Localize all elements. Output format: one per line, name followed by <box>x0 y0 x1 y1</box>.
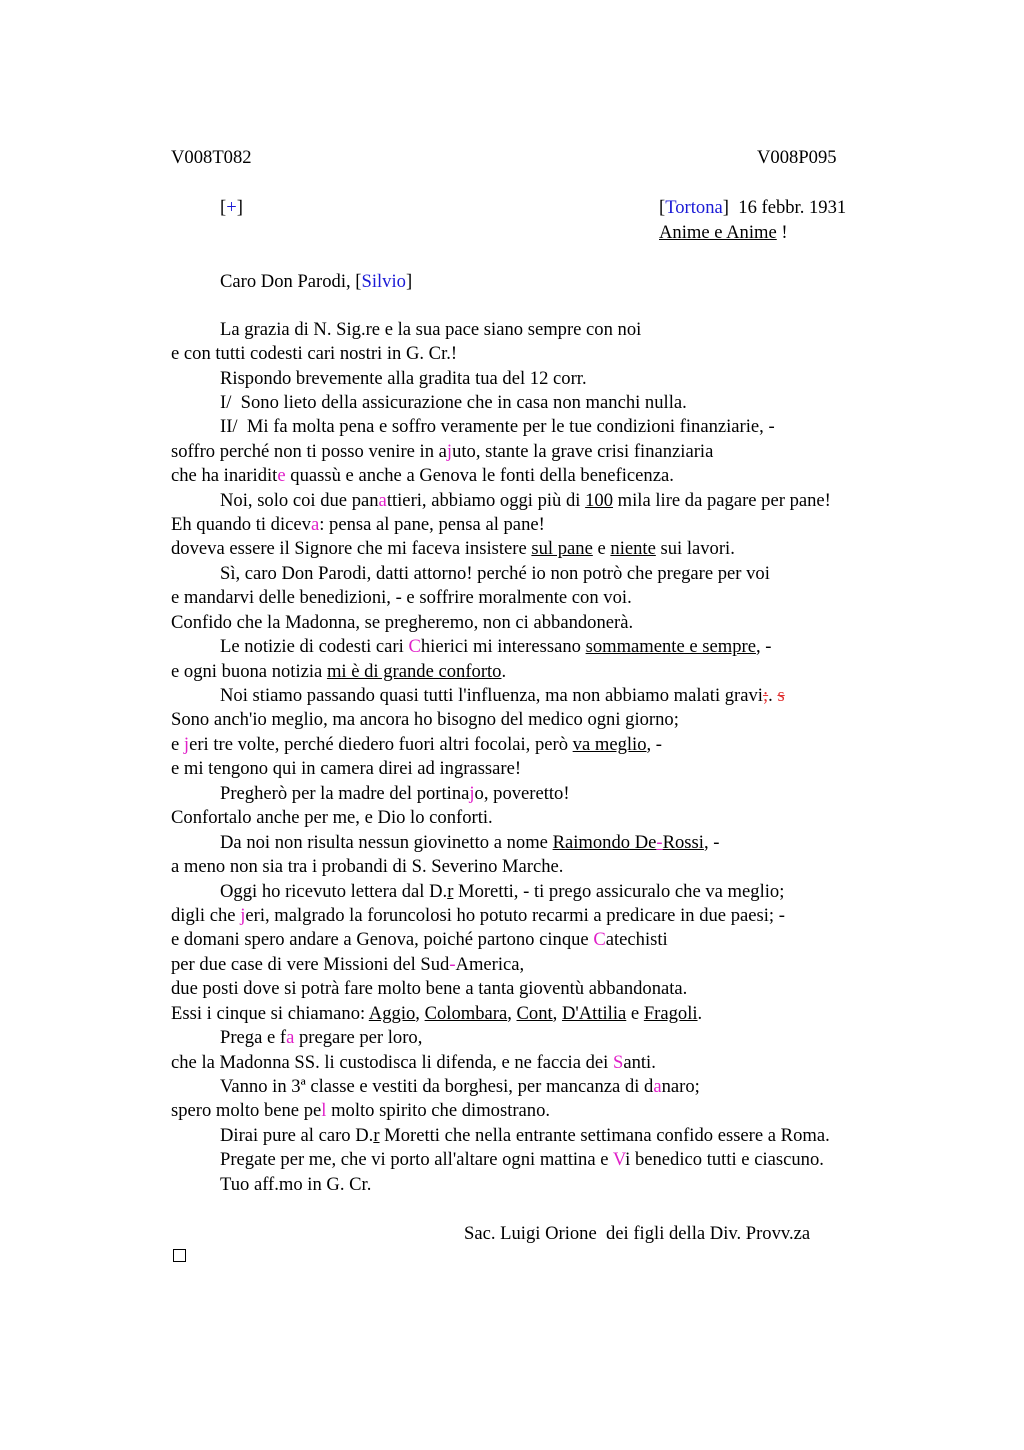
body-line: e ogni buona notizia mi è di grande conforto. <box>171 661 507 682</box>
body-line: Rispondo brevemente alla gradita tua del 12 corr. <box>220 368 587 389</box>
body-line: e mandarvi delle benedizioni, - e soffrire moralmente con voi. <box>171 587 632 608</box>
place-date: [Tortona] 16 febbr. 1931 <box>659 197 847 218</box>
body-line: digli che jeri, malgrado la foruncolosi ho potuto recarmi a predicare in due paesi; - <box>171 905 785 926</box>
document-code-left: V008T082 <box>171 147 252 168</box>
signature: Sac. Luigi Orione dei figli della Div. Provv.za <box>464 1223 811 1244</box>
body-line: La grazia di N. Sig.re e la sua pace siano sempre con noi <box>220 319 642 340</box>
name-cont: Cont <box>516 1003 553 1024</box>
body-line: I/ Sono lieto della assicurazione che in casa non manchi nulla. <box>220 392 687 413</box>
body-line: Vanno in 3ª classe e vestiti da borghesi, per mancanza di danaro; <box>220 1076 700 1097</box>
body-line: Pregherò per la madre del portinajo, poveretto! <box>220 783 570 804</box>
body-line: per due case di vere Missioni del Sud-America, <box>171 954 525 975</box>
body-line: Noi stiamo passando quasi tutti l'influenza, ma non abbiamo malati gravi;. s <box>220 685 785 706</box>
body-line: Noi, solo coi due panattieri, abbiamo oggi più di 100 mila lire da pagare per pane! <box>220 490 831 511</box>
body-line: che la Madonna SS. li custodisca li difenda, e ne faccia dei Santi. <box>171 1052 656 1073</box>
body-line: Confido che la Madonna, se pregheremo, non ci abbandonerà. <box>171 612 634 633</box>
deleted-mark: ; <box>762 685 769 706</box>
body-line: Da noi non risulta nessun giovinetto a nome Raimondo De-Rossi, - <box>220 832 720 853</box>
body-line: spero molto bene pel molto spirito che dimostrano. <box>171 1100 551 1121</box>
body-line: Oggi ho ricevuto lettera dal D.r Moretti, - ti prego assicuralo che va meglio; <box>220 881 785 902</box>
name-fragoli: Fragoli <box>643 1003 698 1024</box>
body-line: e mi tengono qui in camera direi ad ingrassare! <box>171 758 522 779</box>
body-line: Pregate per me, che vi porto all'altare ogni mattina e Vi benedico tutti e ciascuno. <box>220 1149 824 1170</box>
name-colombara: Colombara <box>424 1003 508 1024</box>
body-line: doveva essere il Signore che mi faceva insistere sul pane e niente sui lavori. <box>171 538 735 559</box>
salutation: Caro Don Parodi, [Silvio] <box>220 271 413 292</box>
name-dattilia: D'Attilia <box>561 1003 627 1024</box>
name-aggio: Aggio <box>368 1003 416 1024</box>
body-line: Le notizie di codesti cari Chierici mi interessano sommamente e sempre, - <box>220 636 772 657</box>
body-line: che ha inaridite quassù e anche a Genova le fonti della beneficenza. <box>171 465 674 486</box>
place-name: Tortona <box>665 197 723 218</box>
document-code-right: V008P095 <box>757 147 837 168</box>
body-line: due posti dove si potrà fare molto bene a tanta gioventù abbandonata. <box>171 978 688 999</box>
body-line: Sì, caro Don Parodi, datti attorno! perché io non potrò che pregare per voi <box>220 563 770 584</box>
empty-square-icon <box>173 1249 186 1262</box>
body-line: Confortalo anche per me, e Dio lo conforti. <box>171 807 493 828</box>
body-line: Dirai pure al caro D.r Moretti che nella entrante settimana confido essere a Roma. <box>220 1125 830 1146</box>
body-line: II/ Mi fa molta pena e soffro veramente per le tue condizioni finanziarie, - <box>220 416 775 437</box>
body-line: Eh quando ti diceva: pensa al pane, pensa al pane! <box>171 514 545 535</box>
cross-symbol: + <box>226 197 237 218</box>
deleted-mark: s <box>777 685 785 706</box>
body-line: Sono anch'io meglio, ma ancora ho bisogno del medico ogni giorno; <box>171 709 679 730</box>
cross-mark: [+] <box>220 197 243 218</box>
body-line: Essi i cinque si chiamano: Aggio, Colombara, Cont, D'Attilia e Fragoli. <box>171 1003 703 1024</box>
salutation-name: Silvio <box>361 271 406 292</box>
body-line: e jeri tre volte, perché diedero fuori altri focolai, però va meglio, - <box>171 734 662 755</box>
body-line: a meno non sia tra i probandi di S. Severino Marche. <box>171 856 564 877</box>
letter-date: 16 febbr. 1931 <box>728 197 847 218</box>
body-line: soffro perché non ti posso venire in ajuto, stante la grave crisi finanziaria <box>171 441 714 462</box>
closing-line: Tuo aff.mo in G. Cr. <box>220 1174 372 1195</box>
body-line: e con tutti codesti cari nostri in G. Cr.! <box>171 343 458 364</box>
body-line: Prega e fa pregare per loro, <box>220 1027 423 1048</box>
body-line: e domani spero andare a Genova, poiché partono cinque Catechisti <box>171 929 668 950</box>
motto: Anime e Anime ! <box>659 222 788 243</box>
